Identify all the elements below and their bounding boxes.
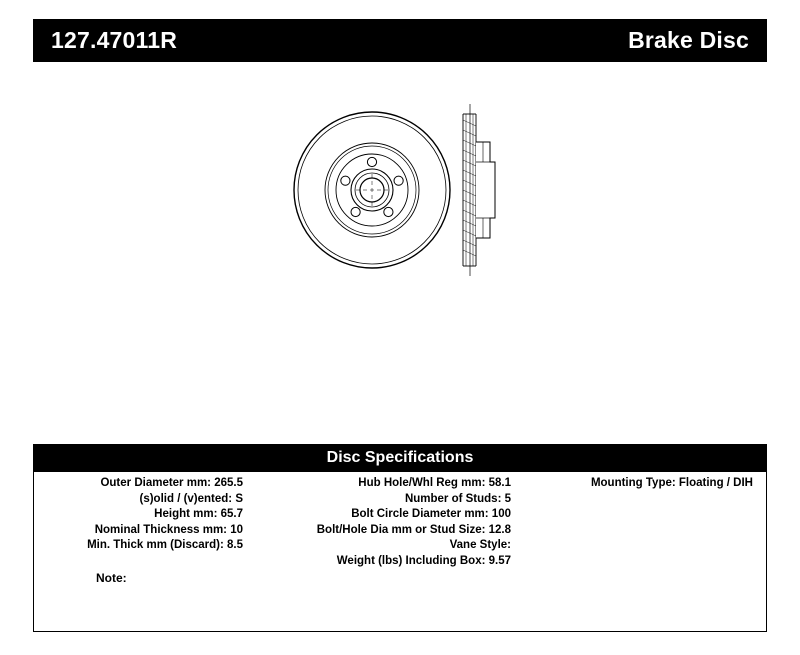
spec-item: Nominal Thickness mm: 10 [94, 523, 243, 536]
spec-item: Vane Style: [449, 539, 511, 551]
rotor-side-section-view [463, 104, 495, 276]
spec-column-3 [519, 476, 759, 492]
note-label: Note: [96, 571, 127, 585]
spec-item: Min. Thick mm (Discard): 8.5 [87, 539, 243, 551]
header-bar [33, 19, 767, 62]
spec-item: Mounting Type: Floating / DIH [590, 477, 753, 489]
spec-header-bar [33, 444, 767, 472]
spec-item: Outer Diameter mm: 265.5 [100, 477, 243, 489]
spec-section-title: Disc Specifications [326, 449, 474, 466]
rotor-front-view [294, 112, 450, 268]
page-title: Brake Disc [628, 27, 749, 53]
spec-item: Number of Studs: 5 [404, 492, 511, 505]
spec-columns [34, 476, 766, 569]
spec-item: (s)olid / (v)ented: S [139, 492, 243, 505]
spec-item: Height mm: 65.7 [154, 508, 243, 520]
spec-item: Bolt Circle Diameter mm: 100 [351, 508, 511, 520]
part-number: 127.47011R [51, 27, 178, 53]
spec-item: Bolt/Hole Dia mm or Stud Size: 12.8 [316, 523, 511, 536]
spec-column-1 [34, 476, 249, 554]
spec-item: Weight (lbs) Including Box: 9.57 [336, 554, 511, 567]
spec-column-2 [249, 476, 519, 569]
rotor-drawing [280, 100, 540, 280]
spec-item: Hub Hole/Whl Reg mm: 58.1 [358, 477, 511, 489]
